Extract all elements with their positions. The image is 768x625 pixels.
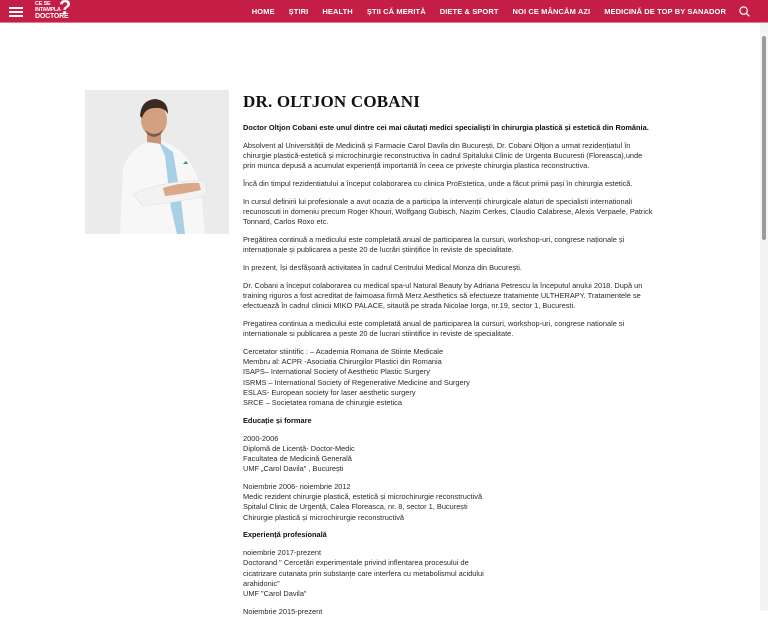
education-date: Noiembrie 2006- noiembrie 2012: [243, 482, 351, 492]
bio-paragraph-5: In prezent, își desfășoară activitatea în cadrul Centrului Medical Monza din București.: [243, 263, 522, 272]
experience-line: Doctorand " Cercetări experimentale privind inflentarea procesului de: [243, 558, 469, 568]
portrait-image: [85, 90, 229, 234]
experience-line: cicatrizare cutanata prin substanțe care interfera cu metabolismul acidului: [243, 568, 484, 578]
membership-item: Membru al: ACPR -Asociatia Chirurgilor Plastici din Romania: [243, 357, 442, 367]
bio-paragraph-4: Pregătirea continuă a medicului este completată anual de participarea la cursuri, workshop-uri, congrese naționale și internaționale și publicarea a peste 20 de lucrări științifice în reviste de specialitate.: [243, 235, 625, 255]
education-line: Spitalul Clinic de Urgență, Calea Floreasca, nr. 8, sector 1, București: [243, 502, 468, 512]
bio-paragraph-3: In cursul definirii lui profesionale a avut ocazia de a participa la intervenții chirurgicale alaturi de specialisti internationali recunoscuti in domeniu precum Roger Khouri, Wolfgang Gubisch, Nazim Cerkes, Claudio Calabrese, Alexis Verpaele, Patrick Tonnard, Carlos Roxo etc.: [243, 196, 653, 227]
scrollbar-thumb[interactable]: [762, 36, 766, 240]
logo-line-1: CE SE: [35, 1, 51, 7]
experience-line: arahidonic": [243, 578, 280, 588]
nav-noi-ce-mancam-azi[interactable]: NOI CE MÂNCĂM AZI: [512, 7, 591, 16]
logo-line-3: DOCTORE: [35, 13, 69, 20]
site-logo[interactable]: [35, 1, 75, 21]
experience-entry: [243, 548, 653, 599]
memberships-list: [243, 347, 653, 408]
doctor-photo: [85, 90, 229, 234]
nav-home[interactable]: HOME: [251, 7, 275, 16]
education-line: Facultatea de Medicină Generală: [243, 454, 352, 464]
search-icon[interactable]: [739, 6, 750, 17]
experience-heading: Experiență profesională: [243, 530, 327, 540]
education-date: 2000-2006: [243, 433, 279, 443]
experience-date: noiembrie 2017-prezent: [243, 548, 322, 558]
membership-item: Cercetator stiintific : – Academia Romana de Stiinte Medicale: [243, 347, 444, 356]
doctor-name-heading: DR. OLTJON COBANI: [243, 92, 421, 111]
logo-line-2: INTAMPLA: [35, 7, 61, 13]
membership-item: SRCE – Societatea romana de chirurgie estetica: [243, 398, 402, 408]
logo-question-mark: ?: [59, 0, 72, 19]
main-nav: [238, 0, 750, 23]
education-line: Medic rezident chirurgie plastică, estetică și microchirurgie reconstructivă: [243, 492, 483, 502]
lead-paragraph: Doctor Oltjon Cobani este unul dintre cei mai căutați medici specialiști în chirurgia plastică și estetică din România.: [243, 123, 649, 132]
membership-item: ISRMS – International Society of Regenerative Medicine and Surgery: [243, 377, 470, 387]
experience-entry: [243, 607, 653, 617]
bio-paragraph-1: Absolvent al Universității de Medicină și Farmacie Carol Davila din București, Dr. Cobani Oltjon a urmat rezidențiatul în chirurgie plastică-estetică și microchirurgie reconstructiva în cadrul Spitalului Clinic de Urgenta Bucuresti (Floreasca),unde prin munca depusă a acumulat experiență importantă în ceea ce privește chirurgia plastica reconstructiva.: [243, 140, 643, 171]
nav-health[interactable]: HEALTH: [322, 7, 353, 16]
bio-paragraph-7: Pregatirea continua a medicului este completată anual de participarea la cursuri, workshop-uri, congrese nationale si internationale si publicarea a peste 20 de lucrari stiintifice in reviste de specialitate.: [243, 319, 625, 339]
nav-medicina-de-top[interactable]: MEDICINĂ DE TOP BY SANADOR: [604, 7, 726, 16]
profile-content: [243, 92, 653, 625]
bio-paragraph-2: Încă din timpul rezidentiatului a început colaborarea cu clinica ProEstetica, unde a făcut primii pași în chirurgia estetică.: [243, 179, 633, 188]
education-line: Chirurgie plastică și microchirurgie reconstructivă: [243, 512, 405, 522]
nav-stiri[interactable]: ȘTIRI: [288, 7, 309, 16]
hamburger-icon[interactable]: [9, 7, 23, 17]
experience-line: UMF "Carol Davila": [243, 589, 307, 599]
experience-date: Noiembrie 2015-prezent: [243, 606, 323, 616]
membership-item: ISAPS– International Society of Aesthetic Plastic Surgery: [243, 367, 430, 377]
membership-item: ESLAS- European society for laser aesthetic surgery: [243, 387, 416, 397]
page-scrollbar[interactable]: [760, 23, 768, 611]
nav-stii-ca-merita[interactable]: ȘTII CĂ MERITĂ: [366, 7, 426, 16]
education-line: Diplomă de Licență- Doctor-Medic: [243, 443, 355, 453]
education-entry: [243, 434, 653, 475]
education-line: UMF „Carol Davila" , București: [243, 464, 344, 474]
top-navigation-bar: [0, 0, 768, 23]
education-heading: Educație și formare: [243, 415, 312, 425]
nav-diete-sport[interactable]: DIETE & SPORT: [439, 7, 499, 16]
bio-paragraph-6: Dr. Cobani a început colaborarea cu medical spa-ul Natural Beauty by Adriana Petrescu la începutul anului 2018. După un training riguros a fost acreditat de faimoasa firmă Merz Aesthetics să efectueze tratamente ULTHERAPY. Tratamentele se efectuează în cadrul clinicii MIKO PALACE, sitautã pe strada Nicolae Iorga, nr.19, sector 1, Bucuresti.: [243, 280, 643, 311]
education-entry: [243, 482, 653, 523]
